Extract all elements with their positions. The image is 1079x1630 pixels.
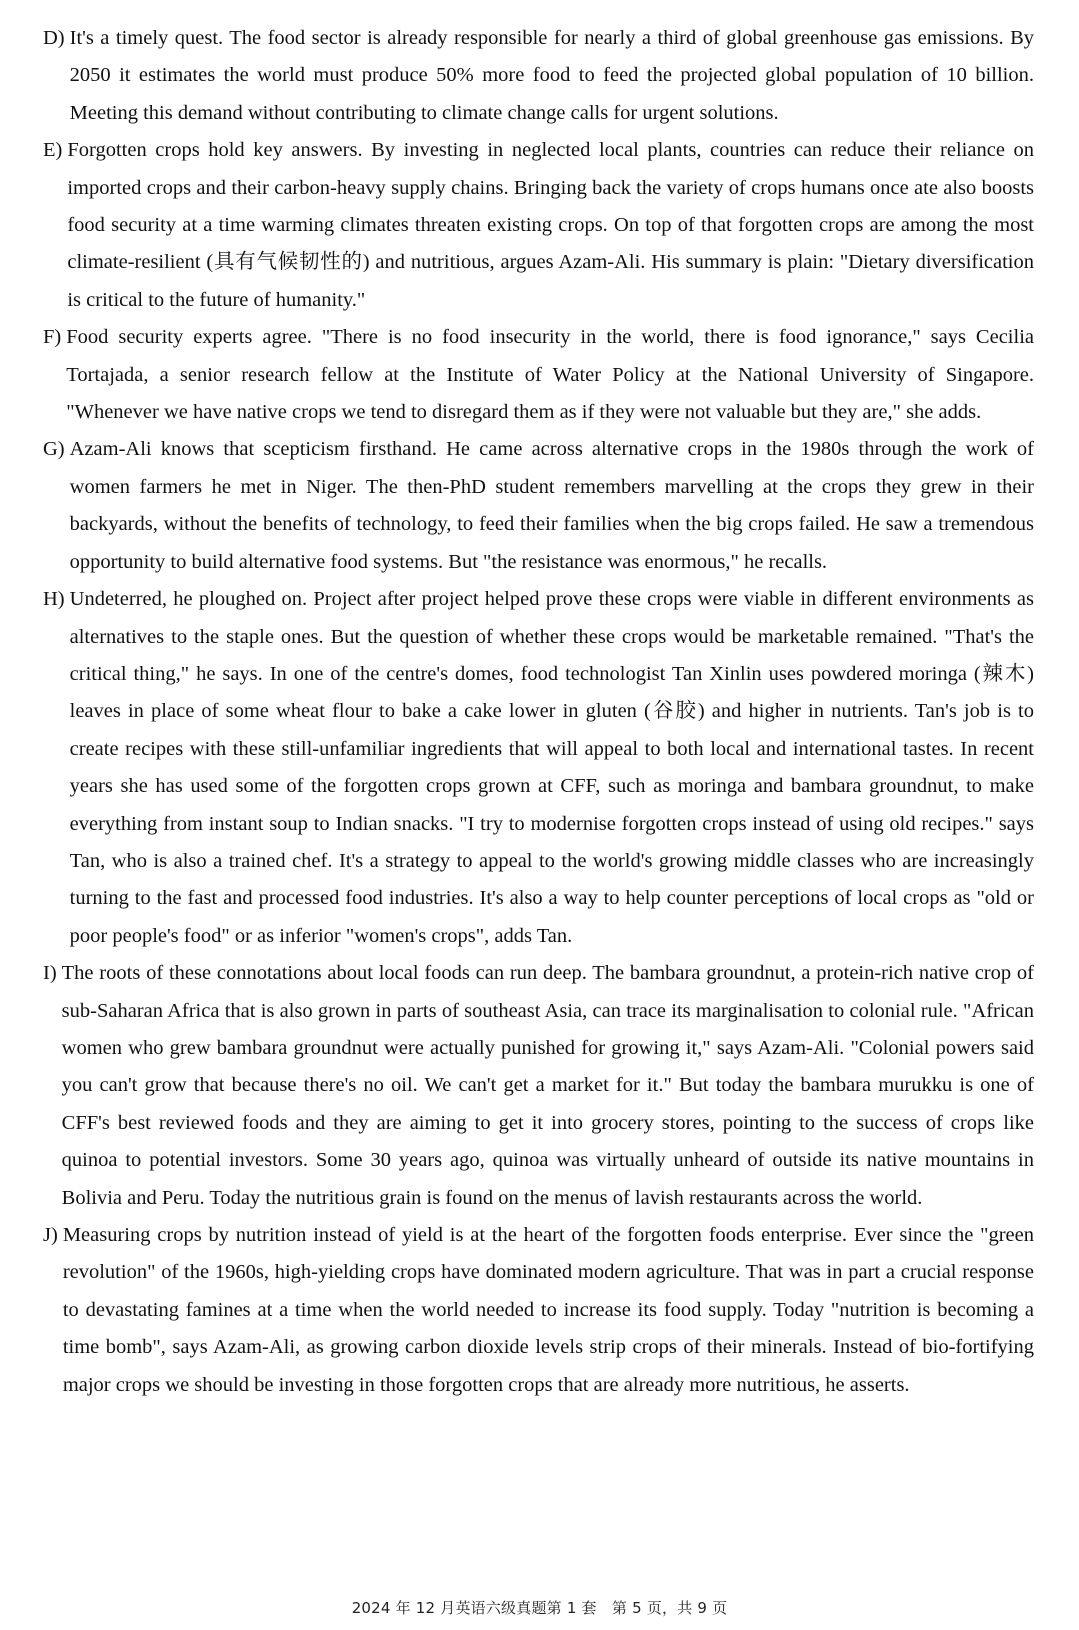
paragraph-g <box>43 431 1034 581</box>
paragraph-text: The roots of these connotations about local foods can run deep. The bambara groundnut, a protein-rich native crop of sub-Saharan Africa that is also grown in parts of southeast Asia, can trace its marginalisation to colonial rule. "African women who grew bambara groundnut were actually punished for growing it," says Azam-Ali. "Colonial powers said you can't grow that because there's no oil. We can't get a market for it." But today the bambara murukku is one of CFF's best reviewed foods and they are aiming to get it into grocery stores, pointing to the success of crops like quinoa to potential investors. Some 30 years ago, quinoa was virtually unheard of outside its native mountains in Bolivia and Peru. Today the nutritious grain is found on the menus of lavish restaurants across the world. <box>61 962 1034 1209</box>
page-footer: 2024 年 12 月英语六级真题第 1 套 第 5 页，共 9 页 <box>351 1599 728 1617</box>
paragraph-text: Food security experts agree. "There is no food insecurity in the world, there is food ignorance," says Cecilia Tortajada, a senior research fellow at the Institute of Water Policy at the National University of Singapore. "Whenever we have native crops we tend to disregard them as if they were not valuable but they are," she adds. <box>66 326 1034 424</box>
paragraph-text: Measuring crops by nutrition instead of yield is at the heart of the forgotten foods enterprise. Ever since the "green revolution" of the 1960s, high-yielding crops have dominated modern agriculture. That was in part a crucial response to devastating famines at a time when the world needed to increase its food supply. Today "nutrition is becoming a time bomb", says Azam-Ali, as growing carbon dioxide levels strip crops of their minerals. Instead of bio-fortifying major crops we should be investing in those forgotten crops that are already more nutritious, he asserts. <box>62 1224 1034 1396</box>
paragraph-d <box>43 20 1034 132</box>
paragraph-text: Undeterred, he ploughed on. Project after project helped prove these crops were viable in different environments as alternatives to the staple ones. But the question of whether these crops would be marketable remained. "That's the critical thing," he says. In one of the centre's domes, food technologist Tan Xinlin uses powdered moringa (辣木) leaves in place of some wheat flour to bake a cake lower in gluten (谷胶) and higher in nutrients. Tan's job is to create recipes with these still-unfamiliar ingredients that will appeal to both local and international tastes. In recent years she has used some of the forgotten crops grown at CFF, such as moringa and bambara groundnut, to make everything from instant soup to Indian snacks. "I try to modernise forgotten crops instead of using old recipes." says Tan, who is also a trained chef. It's a strategy to appeal to the world's growing middle classes who are increasingly turning to the fast and processed food industries. It's also a way to help counter perceptions of local crops as "old or poor people's food" or as inferior "women's crops", adds Tan. <box>69 588 1034 947</box>
paragraph-i <box>43 955 1034 1217</box>
paragraph-text: Forgotten crops hold key answers. By investing in neglected local plants, countries can reduce their reliance on imported crops and their carbon-heavy supply chains. Bringing back the variety of crops humans once ate also boosts food security at a time warming climates threaten existing crops. On top of that forgotten crops are among the most climate-resilient (具有气候韧性的) and nutritious, argues Azam-Ali. His summary is plain: "Dietary diversification is critical to the future of humanity." <box>67 139 1034 311</box>
paragraph-label: J) <box>43 1224 58 1246</box>
paragraph-j <box>43 1217 1034 1404</box>
paragraph-label: F) <box>43 326 62 349</box>
paragraph-label: D) <box>43 27 65 49</box>
paragraph-text: Azam-Ali knows that scepticism firsthand. He came across alternative crops in the 1980s through the work of women farmers he met in Niger. The then-PhD student remembers marvelling at the crops they grew in their backyards, without the benefits of technology, to feed their families when the big crops failed. He saw a tremendous opportunity to build alternative food systems. But "the resistance was enormous," he recalls. <box>69 438 1034 573</box>
paragraph-label: E) <box>43 139 63 162</box>
paragraph-e <box>43 132 1034 319</box>
paragraph-label: I) <box>43 962 57 985</box>
paragraph-label: H) <box>43 588 65 611</box>
paragraph-text: It's a timely quest. The food sector is already responsible for nearly a third of global greenhouse gas emissions. By 2050 it estimates the world must produce 50% more food to feed the projected global population of 10 billion. Meeting this demand without contributing to climate change calls for urgent solutions. <box>69 27 1034 124</box>
paragraph-h <box>43 581 1034 955</box>
paragraph-f <box>43 319 1034 431</box>
paragraph-label: G) <box>43 438 65 461</box>
